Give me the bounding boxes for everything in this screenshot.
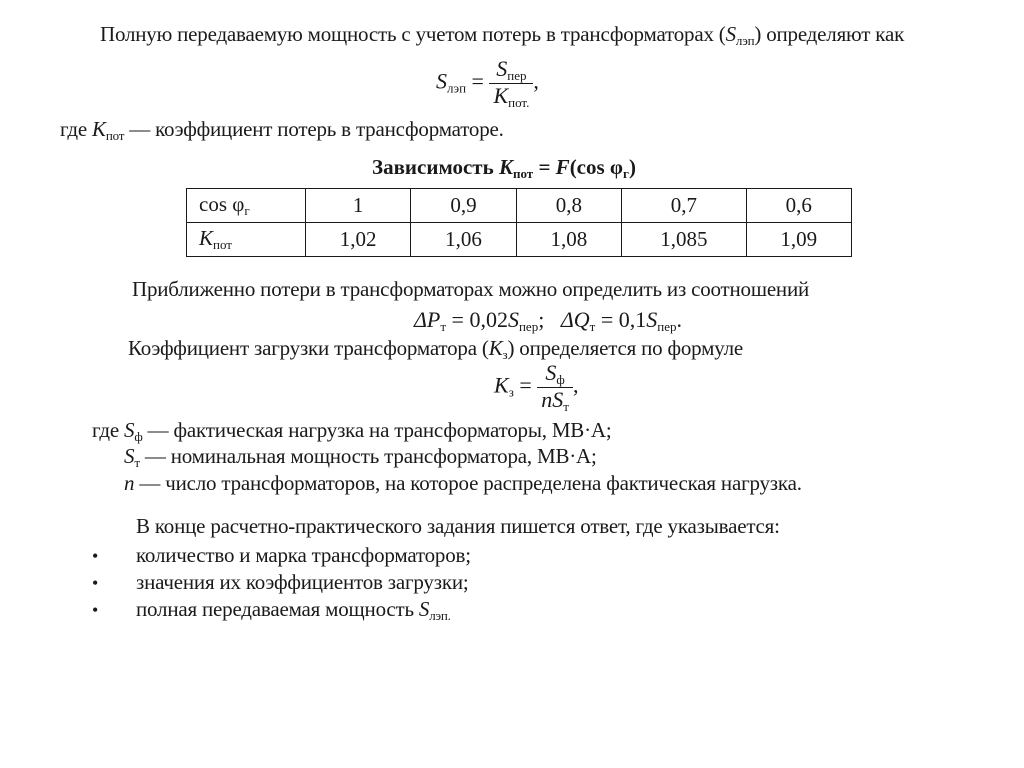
table-row bbox=[187, 189, 852, 223]
formula3-lhs-sub: з bbox=[508, 384, 514, 400]
table-cell: 0,8 bbox=[516, 189, 621, 223]
caption-close: ) bbox=[628, 155, 636, 179]
table-cell: 0,7 bbox=[622, 189, 747, 223]
formula2-s1: S bbox=[507, 307, 519, 332]
formula1-fraction bbox=[489, 57, 533, 110]
table-cell: 0,6 bbox=[746, 189, 851, 223]
formula1-tail: , bbox=[533, 68, 539, 94]
cos-header-sub: г bbox=[244, 203, 250, 218]
formula3-den-sub: т bbox=[563, 398, 569, 414]
def-var: S bbox=[124, 444, 135, 468]
table-cell: 1,06 bbox=[411, 223, 516, 257]
formula1-den-var: K bbox=[493, 82, 509, 108]
bullet-icon: • bbox=[92, 546, 99, 566]
list-item bbox=[92, 543, 471, 568]
formula2-dp: ΔP bbox=[414, 307, 441, 332]
formula2-dp-sub: т bbox=[440, 319, 447, 334]
caption-func: F bbox=[555, 155, 570, 179]
bullet-text: значения их коэффициентов загрузки; bbox=[136, 570, 469, 594]
formula-k-z bbox=[494, 361, 578, 414]
def-text: — фактическая нагрузка на трансформаторы, МВ·А; bbox=[142, 418, 612, 442]
formula3-den-var: nS bbox=[541, 386, 564, 412]
formula2-coef1: = 0,02 bbox=[446, 307, 508, 332]
caption-prefix: Зависимость bbox=[372, 155, 499, 179]
bullet-icon: • bbox=[92, 573, 99, 593]
formula2-end: . bbox=[676, 307, 682, 332]
load-coef-paragraph bbox=[128, 336, 743, 363]
formula1-denominator bbox=[489, 83, 533, 110]
k-header-sub: пот bbox=[213, 237, 232, 252]
formula3-lhs: K bbox=[494, 372, 509, 398]
load-coef-text: Коэффициент загрузки трансформатора ( bbox=[128, 336, 489, 360]
table-row bbox=[187, 223, 852, 257]
bullet-text: полная передаваемая мощность bbox=[136, 597, 419, 621]
load-coef-var: K bbox=[488, 336, 503, 360]
caption-rest-sub: г bbox=[623, 166, 629, 181]
where1-text: — коэффициент потерь в трансформаторе. bbox=[124, 117, 504, 141]
table-row-header-k bbox=[187, 223, 306, 257]
list-item bbox=[92, 597, 451, 624]
table-cell: 1,08 bbox=[516, 223, 621, 257]
def-prefix: где bbox=[92, 418, 125, 442]
approx-paragraph: Приближенно потери в трансформаторах можно определить из соотношений bbox=[132, 277, 810, 301]
formula2-dq: ΔQ bbox=[560, 307, 590, 332]
intro-end: ) определяют как bbox=[754, 22, 905, 46]
formula3-eq: = bbox=[513, 372, 538, 398]
def-var: n bbox=[124, 471, 135, 495]
formula1-lhs: S bbox=[436, 68, 447, 94]
table-cell: 1,085 bbox=[622, 223, 747, 257]
formula3-fraction bbox=[537, 361, 573, 414]
intro-text: Полную передаваемую мощность с учетом потерь в трансформаторах ( bbox=[100, 22, 726, 46]
formula2-s1-sub: пер bbox=[518, 319, 539, 334]
formula3-numerator bbox=[541, 361, 568, 387]
definition-item bbox=[124, 471, 802, 498]
formula3-denominator bbox=[537, 387, 573, 414]
where-k-pot bbox=[60, 117, 504, 144]
caption-var-sub: пот bbox=[512, 166, 534, 181]
k-pot-table bbox=[186, 188, 852, 257]
list-item bbox=[92, 570, 469, 595]
def-text: — номинальная мощность трансформатора, МВ·А; bbox=[139, 444, 597, 468]
bullet-text: количество и марка трансформаторов; bbox=[136, 543, 471, 567]
formula1-num-sub: пер bbox=[507, 68, 527, 83]
formula3-tail: , bbox=[572, 372, 579, 398]
bullet-sub: лэп. bbox=[429, 608, 451, 623]
formula2-s2: S bbox=[646, 307, 658, 332]
formula3-num-var: S bbox=[545, 360, 557, 385]
definition-item bbox=[92, 418, 612, 445]
load-coef-sub: з bbox=[502, 347, 508, 362]
table-cell: 1,02 bbox=[306, 223, 411, 257]
formula1-lhs-sub: лэп bbox=[447, 80, 467, 96]
table-row-header-cos bbox=[187, 189, 306, 223]
table-cell: 1,09 bbox=[746, 223, 851, 257]
table-cell: 1 bbox=[306, 189, 411, 223]
where1-var: K bbox=[92, 117, 106, 141]
caption-rest: (cos φ bbox=[569, 155, 624, 179]
formula1-num-var: S bbox=[496, 56, 508, 81]
caption-eq: = bbox=[533, 155, 556, 179]
def-var: S bbox=[124, 418, 135, 442]
formula1-den-sub: пот. bbox=[508, 94, 530, 110]
formula-losses bbox=[414, 307, 682, 335]
bullet-var: S bbox=[418, 597, 430, 621]
def-text: — число трансформаторов, на которое распределена фактическая нагрузка. bbox=[134, 471, 802, 495]
formula-s-lep bbox=[436, 57, 539, 110]
formula2-s2-sub: пер bbox=[657, 319, 677, 334]
table-cell: 0,9 bbox=[411, 189, 516, 223]
bullet-icon: • bbox=[92, 600, 99, 620]
where1-sub: пот bbox=[105, 128, 125, 143]
cos-header-text: cos φ bbox=[199, 192, 245, 216]
formula2-sep: ; bbox=[538, 307, 561, 332]
k-header-text: K bbox=[199, 226, 214, 250]
where1-prefix: где bbox=[60, 117, 93, 141]
definition-item bbox=[124, 444, 597, 471]
def-sub: т bbox=[134, 455, 140, 470]
formula2-dq-sub: т bbox=[589, 319, 596, 334]
formula1-numerator bbox=[492, 57, 530, 83]
intro-paragraph bbox=[100, 22, 904, 49]
load-coef-end: ) определяется по формуле bbox=[507, 336, 744, 360]
formula1-eq: = bbox=[466, 68, 490, 94]
formula3-num-sub: ф bbox=[556, 372, 565, 387]
formula2-coef2: = 0,1 bbox=[595, 307, 647, 332]
caption-var: K bbox=[498, 155, 513, 179]
intro-var: S bbox=[725, 22, 736, 46]
def-sub: ф bbox=[134, 429, 143, 444]
table-caption bbox=[372, 155, 636, 182]
answer-intro: В конце расчетно-практического задания пишется ответ, где указывается: bbox=[136, 514, 780, 538]
intro-var-sub: лэп bbox=[735, 33, 755, 48]
